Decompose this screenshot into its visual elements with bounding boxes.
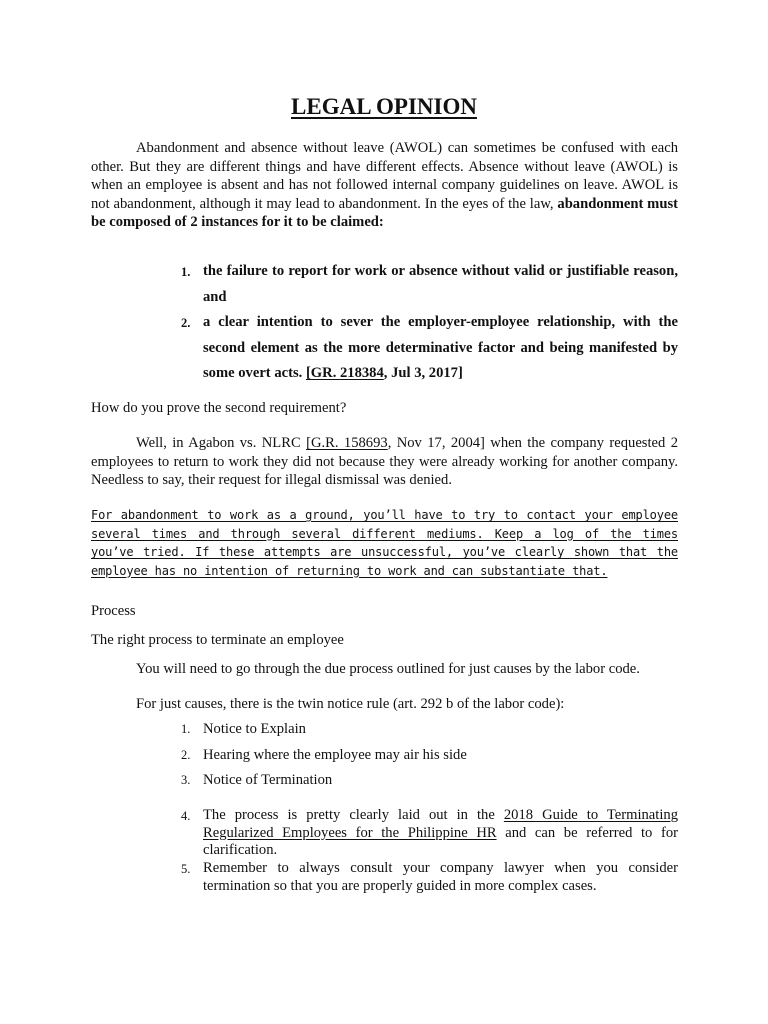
process-heading: Process (91, 603, 136, 619)
agabon-paragraph (91, 434, 678, 490)
step-number-3: 3. (181, 773, 191, 787)
question-line: How do you prove the second requirement? (91, 400, 347, 416)
step-number-2: 2. (181, 748, 191, 762)
guide-link[interactable]: 2018 Guide to Terminating Regularized Employees for the Philippine HR (203, 807, 678, 841)
step-item-5: Remember to always consult your company lawyer when you consider termination so that you are properly guided in more complex cases. (203, 860, 678, 894)
requirement-item-1: the failure to report for work or absence without valid or justifiable reason, and (203, 263, 678, 305)
process-subheading: The right process to terminate an employee (91, 632, 344, 648)
agabon-before: Well, in Agabon vs. NLRC (136, 435, 307, 451)
requirement-number-2: 2. (181, 316, 191, 330)
citation-rest: , Jul 3, 2017] (383, 365, 463, 381)
requirement-text-2: a clear intention to sever the employer-employee relationship, with the second element as the more determinative factor and being manifested by some overt acts. (203, 314, 678, 381)
step-number-1: 1. (181, 722, 191, 736)
step-item-3: Notice of Termination (203, 772, 333, 788)
step-item-2: Hearing where the employee may air his side (203, 747, 467, 763)
requirement-number-1: 1. (181, 265, 191, 279)
due-process-line: You will need to go through the due process outlined for just causes by the labor code. (136, 661, 640, 677)
step-number-5: 5. (181, 862, 191, 876)
requirement-item-2 (203, 310, 678, 387)
intro-bold-text: abandonment must be composed of 2 instances for it to be claimed: (91, 195, 678, 230)
step-number-4: 4. (181, 809, 191, 823)
twin-notice-line: For just causes, there is the twin notice rule (art. 292 b of the labor code): (136, 696, 565, 712)
agabon-after: , Nov 17, 2004] when the company requested 2 employees to return to work they did not because they were already working for another company. Needless to say, their request for illegal dismissal was denied. (91, 435, 678, 488)
step-item-4 (203, 807, 678, 860)
gr-218384-link[interactable]: [GR. 218384 (305, 365, 384, 381)
intro-text: Abandonment and absence without leave (AWOL) can sometimes be confused with each other. But they are different things and have different effects. Absence without leave (AWOL) is when an employee is absent and has not followed internal company guidelines on leave. AWOL is not abandonment, although it may lead to abandonment. In the eyes of the law, (91, 140, 678, 212)
step-item-1: Notice to Explain (203, 721, 306, 737)
document-title: LEGAL OPINION (291, 94, 477, 119)
step-4-after: and can be referred to for clarification. (203, 824, 678, 858)
step-4-before: The process is pretty clearly laid out in the (203, 807, 504, 823)
intro-paragraph (91, 139, 678, 232)
advice-paragraph: For abandonment to work as a ground, you’ll have to try to contact your employee several times and through several different mediums. Keep a log of the times you’ve tried. If these attempts are unsuccessful, you’ve clearly shown that the employee has no intention of returning to work and can substantiate that. (91, 508, 678, 578)
gr-158693-link[interactable]: [G.R. 158693 (306, 435, 388, 451)
